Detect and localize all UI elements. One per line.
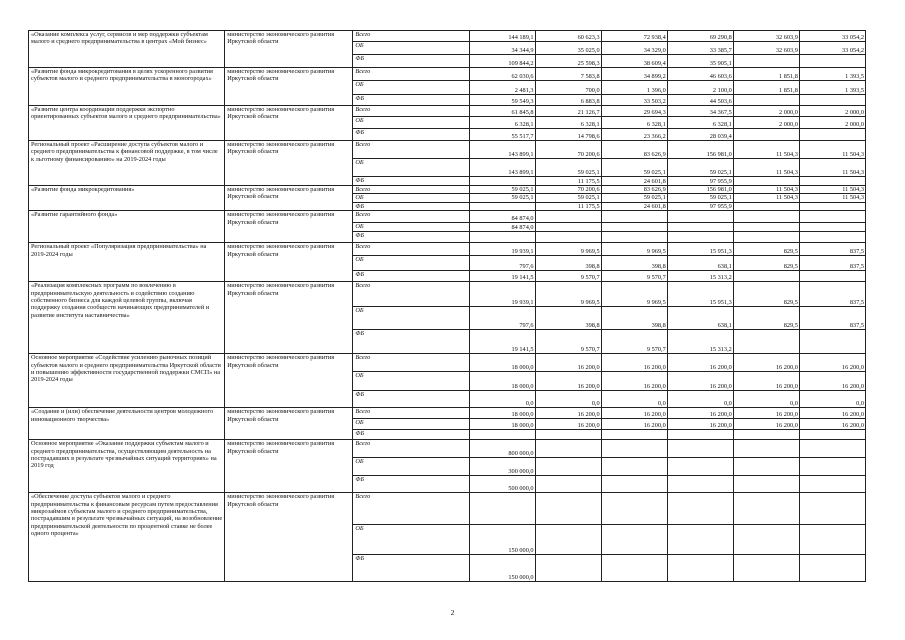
amount-cell: 62 030,6 <box>469 68 535 81</box>
amount-cell <box>733 458 799 476</box>
amount-cell: 35 905,1 <box>667 55 733 68</box>
amount-cell: 837,5 <box>799 256 865 271</box>
amount-cell <box>799 232 865 243</box>
amount-cell: 11 504,3 <box>733 141 799 159</box>
amount-cell: 59 025,1 <box>667 194 733 202</box>
amount-cell <box>535 476 601 493</box>
table-row <box>29 68 866 81</box>
amount-cell: 11 504,3 <box>799 194 865 202</box>
amount-cell: 398,8 <box>535 256 601 271</box>
amount-cell: 14 798,6 <box>535 129 601 141</box>
amount-cell: 0,0 <box>667 391 733 408</box>
amount-cell <box>733 493 799 525</box>
funding-source-cell: ОБ <box>353 307 469 330</box>
amount-cell: 16 200,0 <box>799 408 865 419</box>
amount-cell <box>799 129 865 141</box>
amount-cell: 16 200,0 <box>535 354 601 372</box>
amount-cell <box>667 232 733 243</box>
amount-cell: 797,6 <box>469 256 535 271</box>
funding-source-cell: Всего <box>353 141 469 159</box>
funding-source-cell: Всего <box>353 106 469 117</box>
amount-cell: 83 626,9 <box>601 141 667 159</box>
amount-cell: 7 583,8 <box>535 68 601 81</box>
measure-name-cell: «Развитие центра координации поддержки экспортно ориентированных субъектов малого и среднего предпринимательства» <box>29 106 225 141</box>
table-row <box>29 243 866 256</box>
executor-cell: министерство экономического развития Иркутской области <box>225 141 353 186</box>
amount-cell: 44 503,6 <box>667 95 733 106</box>
amount-cell: 16 200,0 <box>667 419 733 430</box>
amount-cell <box>799 330 865 354</box>
measure-name-cell: Основное мероприятие «Оказание поддержки субъектам малого и среднего предпринимательства, осуществляющим деятельность на пострадавших в результате чрезвычайных ситуаций территориях» на 2019 год <box>29 440 225 493</box>
amount-cell: 638,1 <box>667 307 733 330</box>
measure-name-cell: «Развитие гарантийного фонда» <box>29 211 225 243</box>
amount-cell <box>733 223 799 232</box>
amount-cell <box>733 95 799 106</box>
amount-cell <box>733 271 799 282</box>
amount-cell: 398,8 <box>601 256 667 271</box>
amount-cell: 6 328,1 <box>535 117 601 129</box>
amount-cell <box>601 440 667 458</box>
funding-source-cell: ОБ <box>353 223 469 232</box>
amount-cell: 156 981,0 <box>667 141 733 159</box>
document-page <box>28 30 866 582</box>
amount-cell: 38 609,4 <box>601 55 667 68</box>
amount-cell <box>469 202 535 210</box>
executor-cell: министерство экономического развития Иркутской области <box>225 186 353 211</box>
amount-cell: 59 025,1 <box>667 159 733 177</box>
amount-cell: 33 054,2 <box>799 42 865 55</box>
amount-cell: 16 200,0 <box>733 408 799 419</box>
amount-cell <box>799 223 865 232</box>
amount-cell <box>799 476 865 493</box>
amount-cell <box>667 525 733 555</box>
executor-cell: министерство экономического развития Иркутской области <box>225 440 353 493</box>
amount-cell: 6 883,8 <box>535 95 601 106</box>
amount-cell: 18 000,0 <box>469 354 535 372</box>
amount-cell <box>601 525 667 555</box>
measure-name-cell: Региональный проект «Расширение доступа субъектов малого и среднего предпринимательства к финансовой поддержке, в том числе к льготному финансированию» на 2019-2024 годы <box>29 141 225 186</box>
amount-cell <box>799 525 865 555</box>
amount-cell: 9 969,5 <box>601 243 667 256</box>
amount-cell <box>733 232 799 243</box>
amount-cell: 19 939,1 <box>469 282 535 307</box>
measure-name-cell: «Оказание комплекса услуг, сервисов и мер поддержки субъектам малого и среднего предпринимательства в центрах «Мой бизнес» <box>29 31 225 68</box>
amount-cell <box>535 525 601 555</box>
amount-cell <box>667 458 733 476</box>
amount-cell: 25 598,3 <box>535 55 601 68</box>
executor-cell: министерство экономического развития Иркутской области <box>225 106 353 141</box>
table-row <box>29 186 866 194</box>
amount-cell: 32 603,9 <box>733 31 799 42</box>
executor-cell: министерство экономического развития Иркутской области <box>225 354 353 408</box>
amount-cell <box>799 95 865 106</box>
amount-cell: 837,5 <box>799 282 865 307</box>
executor-cell: министерство экономического развития Иркутской области <box>225 408 353 440</box>
amount-cell: 9 570,7 <box>535 330 601 354</box>
amount-cell <box>733 555 799 582</box>
page-number: 2 <box>450 608 455 617</box>
amount-cell <box>601 493 667 525</box>
amount-cell: 144 189,1 <box>469 31 535 42</box>
measure-name-cell: Основное мероприятие «Содействие усилению рыночных позиций субъектов малого и среднего предпринимательства Иркутской области и повышению эффективности государственной поддержки СМСП» на 2019-2024 годы <box>29 354 225 408</box>
amount-cell: 72 938,4 <box>601 31 667 42</box>
table-row <box>29 31 866 42</box>
amount-cell <box>601 223 667 232</box>
amount-cell: 829,5 <box>733 243 799 256</box>
measure-name-cell: Региональный проект «Популяризация предпринимательства» на 2019-2024 годы <box>29 243 225 282</box>
amount-cell: 150 000,0 <box>469 555 535 582</box>
amount-cell <box>601 232 667 243</box>
funding-source-cell: ОБ <box>353 81 469 95</box>
amount-cell <box>733 129 799 141</box>
amount-cell: 16 200,0 <box>799 354 865 372</box>
executor-cell: министерство экономического развития Иркутской области <box>225 243 353 282</box>
funding-source-cell: ФБ <box>353 177 469 186</box>
table-row <box>29 440 866 458</box>
amount-cell: 837,5 <box>799 243 865 256</box>
amount-cell <box>535 232 601 243</box>
funding-source-cell: Всего <box>353 493 469 525</box>
amount-cell <box>799 177 865 186</box>
amount-cell <box>799 55 865 68</box>
amount-cell: 11 504,3 <box>799 186 865 194</box>
amount-cell: 35 025,0 <box>535 42 601 55</box>
amount-cell: 59 025,1 <box>535 194 601 202</box>
amount-cell <box>799 458 865 476</box>
amount-cell: 21 126,7 <box>535 106 601 117</box>
amount-cell: 156 981,0 <box>667 186 733 194</box>
funding-source-cell: ФБ <box>353 391 469 408</box>
amount-cell: 15 313,2 <box>667 271 733 282</box>
amount-cell <box>733 211 799 223</box>
amount-cell: 9 570,7 <box>601 330 667 354</box>
amount-cell <box>469 493 535 525</box>
table-row <box>29 408 866 419</box>
table-row <box>29 106 866 117</box>
amount-cell <box>667 476 733 493</box>
amount-cell: 143 899,1 <box>469 159 535 177</box>
amount-cell <box>469 177 535 186</box>
amount-cell: 59 025,1 <box>601 194 667 202</box>
amount-cell: 638,1 <box>667 256 733 271</box>
funding-source-cell: ФБ <box>353 430 469 440</box>
amount-cell: 18 000,0 <box>469 372 535 391</box>
amount-cell <box>799 555 865 582</box>
amount-cell: 16 200,0 <box>601 419 667 430</box>
funding-source-cell: Всего <box>353 408 469 419</box>
amount-cell: 24 601,8 <box>601 177 667 186</box>
amount-cell: 11 504,3 <box>733 194 799 202</box>
amount-cell: 34 899,2 <box>601 68 667 81</box>
table-row <box>29 141 866 159</box>
amount-cell: 9 570,7 <box>601 271 667 282</box>
amount-cell <box>535 458 601 476</box>
amount-cell: 97 955,9 <box>667 202 733 210</box>
amount-cell: 1 851,8 <box>733 81 799 95</box>
amount-cell: 16 200,0 <box>799 372 865 391</box>
amount-cell: 29 694,3 <box>601 106 667 117</box>
amount-cell: 83 626,9 <box>601 186 667 194</box>
amount-cell: 11 175,5 <box>535 202 601 210</box>
amount-cell: 150 000,0 <box>469 525 535 555</box>
amount-cell: 797,6 <box>469 307 535 330</box>
amount-cell: 18 000,0 <box>469 408 535 419</box>
amount-cell: 700,0 <box>535 81 601 95</box>
amount-cell: 0,0 <box>601 391 667 408</box>
funding-source-cell: ОБ <box>353 419 469 430</box>
amount-cell: 32 603,9 <box>733 42 799 55</box>
amount-cell <box>601 476 667 493</box>
amount-cell: 16 200,0 <box>535 372 601 391</box>
amount-cell: 143 899,1 <box>469 141 535 159</box>
amount-cell: 33 503,2 <box>601 95 667 106</box>
funding-source-cell: Всего <box>353 282 469 307</box>
amount-cell: 2 000,0 <box>733 117 799 129</box>
funding-source-cell: ОБ <box>353 458 469 476</box>
amount-cell <box>535 440 601 458</box>
funding-source-cell: ФБ <box>353 95 469 106</box>
amount-cell <box>667 440 733 458</box>
funding-source-cell: ОБ <box>353 194 469 202</box>
amount-cell: 800 000,0 <box>469 440 535 458</box>
amount-cell: 15 951,3 <box>667 243 733 256</box>
measure-name-cell: «Обеспечение доступа субъектов малого и среднего предпринимательства к финансовым ресурсам путем предоставления микрозаймов субъектам малого и среднего предпринимательства, пострадавшим в результате чрезвычайных ситуаций, на возобновление предпринимательской деятельности по процентной ставке не более одного процента» <box>29 493 225 582</box>
measure-name-cell: «Реализация комплексных программ по вовлечению в предпринимательскую деятельность и содействию созданию собственного бизнеса для каждой целевой группы, включая поддержку создания сообществ начинающих предпринимателей и развитие института наставничества» <box>29 282 225 354</box>
executor-cell: министерство экономического развития Иркутской области <box>225 282 353 354</box>
amount-cell: 1 851,8 <box>733 68 799 81</box>
amount-cell: 16 200,0 <box>733 419 799 430</box>
amount-cell: 11 504,3 <box>733 186 799 194</box>
funding-source-cell: Всего <box>353 440 469 458</box>
amount-cell: 109 844,2 <box>469 55 535 68</box>
amount-cell <box>535 211 601 223</box>
amount-cell: 1 393,5 <box>799 81 865 95</box>
funding-source-cell: ОБ <box>353 525 469 555</box>
amount-cell: 59 025,1 <box>469 194 535 202</box>
funding-source-cell: ОБ <box>353 372 469 391</box>
amount-cell: 16 200,0 <box>601 408 667 419</box>
amount-cell: 34 329,0 <box>601 42 667 55</box>
amount-cell <box>469 430 535 440</box>
amount-cell: 0,0 <box>799 391 865 408</box>
executor-cell: министерство экономического развития Иркутской области <box>225 68 353 106</box>
amount-cell <box>799 202 865 210</box>
amount-cell: 33 385,7 <box>667 42 733 55</box>
amount-cell: 19 141,5 <box>469 271 535 282</box>
amount-cell <box>535 493 601 525</box>
amount-cell: 70 200,6 <box>535 186 601 194</box>
amount-cell: 9 570,7 <box>535 271 601 282</box>
amount-cell <box>535 223 601 232</box>
amount-cell: 34 344,9 <box>469 42 535 55</box>
amount-cell: 2 000,0 <box>799 106 865 117</box>
funding-source-cell: ФБ <box>353 271 469 282</box>
amount-cell: 61 845,8 <box>469 106 535 117</box>
executor-cell: министерство экономического развития Иркутской области <box>225 31 353 68</box>
amount-cell <box>535 555 601 582</box>
amount-cell <box>733 55 799 68</box>
amount-cell <box>667 211 733 223</box>
funding-source-cell: ФБ <box>353 202 469 210</box>
funding-source-cell: ОБ <box>353 117 469 129</box>
amount-cell: 59 549,3 <box>469 95 535 106</box>
amount-cell <box>667 430 733 440</box>
amount-cell: 16 200,0 <box>733 372 799 391</box>
funding-source-cell: Всего <box>353 186 469 194</box>
amount-cell: 500 000,0 <box>469 476 535 493</box>
amount-cell <box>733 476 799 493</box>
amount-cell: 60 623,3 <box>535 31 601 42</box>
executor-cell: министерство экономического развития Иркутской области <box>225 211 353 243</box>
amount-cell: 829,5 <box>733 307 799 330</box>
amount-cell: 9 969,5 <box>601 282 667 307</box>
amount-cell <box>733 440 799 458</box>
funding-source-cell: Всего <box>353 243 469 256</box>
budget-table <box>28 30 866 582</box>
amount-cell: 300 000,0 <box>469 458 535 476</box>
amount-cell: 2 000,0 <box>799 117 865 129</box>
measure-name-cell: «Развитие фонда микрокредитования» <box>29 186 225 211</box>
amount-cell: 837,5 <box>799 307 865 330</box>
amount-cell: 9 969,5 <box>535 282 601 307</box>
amount-cell: 6 328,1 <box>667 117 733 129</box>
amount-cell: 11 504,3 <box>799 141 865 159</box>
funding-source-cell: Всего <box>353 211 469 223</box>
funding-source-cell: ФБ <box>353 129 469 141</box>
funding-source-cell: ФБ <box>353 55 469 68</box>
amount-cell: 70 200,6 <box>535 141 601 159</box>
amount-cell <box>799 271 865 282</box>
funding-source-cell: ФБ <box>353 232 469 243</box>
amount-cell: 16 200,0 <box>667 408 733 419</box>
amount-cell: 11 504,3 <box>799 159 865 177</box>
amount-cell <box>733 177 799 186</box>
amount-cell: 19 939,1 <box>469 243 535 256</box>
amount-cell: 0,0 <box>535 391 601 408</box>
amount-cell: 0,0 <box>469 391 535 408</box>
amount-cell: 34 367,5 <box>667 106 733 117</box>
amount-cell: 18 000,0 <box>469 419 535 430</box>
table-row <box>29 493 866 525</box>
amount-cell: 97 955,9 <box>667 177 733 186</box>
amount-cell: 16 200,0 <box>667 354 733 372</box>
amount-cell: 59 025,1 <box>535 159 601 177</box>
funding-source-cell: Всего <box>353 31 469 42</box>
measure-name-cell: «Развитие фонда микрокредитования в целях ускоренного развития субъектов малого и среднего предпринимательства в моногородах» <box>29 68 225 106</box>
funding-source-cell: ФБ <box>353 330 469 354</box>
amount-cell: 16 200,0 <box>667 372 733 391</box>
table-row <box>29 354 866 372</box>
amount-cell <box>667 223 733 232</box>
amount-cell <box>733 202 799 210</box>
amount-cell: 16 200,0 <box>733 354 799 372</box>
amount-cell: 15 951,3 <box>667 282 733 307</box>
amount-cell: 16 200,0 <box>535 419 601 430</box>
amount-cell: 84 874,0 <box>469 211 535 223</box>
amount-cell <box>799 430 865 440</box>
amount-cell <box>733 430 799 440</box>
amount-cell: 28 039,4 <box>667 129 733 141</box>
amount-cell <box>799 493 865 525</box>
amount-cell <box>601 211 667 223</box>
amount-cell: 2 000,0 <box>733 106 799 117</box>
amount-cell <box>667 555 733 582</box>
amount-cell: 84 874,0 <box>469 223 535 232</box>
funding-source-cell: ОБ <box>353 256 469 271</box>
amount-cell: 1 396,0 <box>601 81 667 95</box>
table-row <box>29 282 866 307</box>
amount-cell: 16 200,0 <box>601 354 667 372</box>
amount-cell <box>601 430 667 440</box>
amount-cell: 19 141,5 <box>469 330 535 354</box>
table-row <box>29 211 866 223</box>
executor-cell: министерство экономического развития Иркутской области <box>225 493 353 582</box>
amount-cell: 16 200,0 <box>535 408 601 419</box>
funding-source-cell: ОБ <box>353 159 469 177</box>
amount-cell: 829,5 <box>733 256 799 271</box>
amount-cell <box>535 430 601 440</box>
amount-cell: 23 366,2 <box>601 129 667 141</box>
amount-cell: 2 481,3 <box>469 81 535 95</box>
amount-cell: 829,5 <box>733 282 799 307</box>
funding-source-cell: ФБ <box>353 476 469 493</box>
funding-source-cell: Всего <box>353 68 469 81</box>
amount-cell <box>733 330 799 354</box>
amount-cell <box>799 211 865 223</box>
funding-source-cell: ОБ <box>353 42 469 55</box>
amount-cell: 6 328,1 <box>469 117 535 129</box>
amount-cell: 46 603,6 <box>667 68 733 81</box>
amount-cell: 11 175,5 <box>535 177 601 186</box>
amount-cell: 15 313,2 <box>667 330 733 354</box>
amount-cell: 55 517,7 <box>469 129 535 141</box>
amount-cell: 398,8 <box>535 307 601 330</box>
amount-cell: 0,0 <box>733 391 799 408</box>
amount-cell: 16 200,0 <box>601 372 667 391</box>
amount-cell: 59 025,1 <box>469 186 535 194</box>
amount-cell: 11 504,3 <box>733 159 799 177</box>
funding-source-cell: Всего <box>353 354 469 372</box>
amount-cell <box>799 440 865 458</box>
amount-cell: 2 100,0 <box>667 81 733 95</box>
amount-cell: 24 601,8 <box>601 202 667 210</box>
amount-cell: 1 393,5 <box>799 68 865 81</box>
amount-cell: 6 328,1 <box>601 117 667 129</box>
measure-name-cell: «Создание и (или) обеспечение деятельности центров молодежного инновационного творчества» <box>29 408 225 440</box>
amount-cell <box>601 555 667 582</box>
amount-cell: 9 969,5 <box>535 243 601 256</box>
amount-cell <box>667 493 733 525</box>
amount-cell <box>601 458 667 476</box>
funding-source-cell: ФБ <box>353 555 469 582</box>
amount-cell <box>733 525 799 555</box>
amount-cell: 69 290,8 <box>667 31 733 42</box>
amount-cell: 16 200,0 <box>799 419 865 430</box>
amount-cell: 59 025,1 <box>601 159 667 177</box>
amount-cell <box>469 232 535 243</box>
amount-cell: 33 054,2 <box>799 31 865 42</box>
amount-cell: 398,8 <box>601 307 667 330</box>
